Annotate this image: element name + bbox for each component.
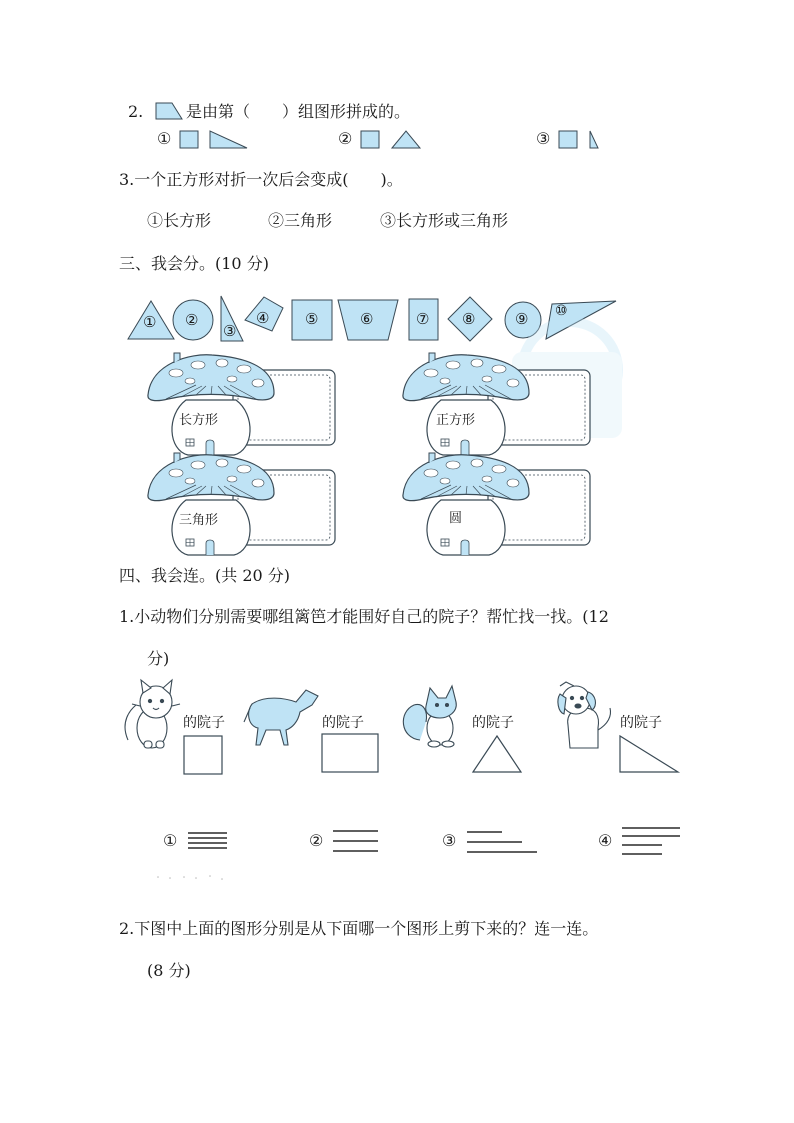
shape-label-10: ⑩ [555, 303, 568, 319]
q3-option-2: ②三角形 [268, 211, 333, 230]
fox-yard-triangle [473, 736, 521, 772]
cat-yard-square [184, 736, 222, 774]
fence-option-1: ① [163, 831, 178, 850]
section4-title: 四、我会连。(共 20 分) [119, 566, 291, 585]
q2-question-text: 是由第（ ）组图形拼成的。 [186, 102, 411, 121]
section4-q1-line2: 分) [147, 649, 170, 668]
shape-label-4: ④ [256, 309, 270, 327]
q2-number: 2. [128, 102, 144, 121]
horse-icon [244, 690, 318, 745]
scan-marks [157, 875, 223, 880]
horse-yard-rectangle [322, 734, 378, 772]
q2-option-2: ② [338, 129, 353, 148]
dog-yard-label: 的院子 [620, 715, 662, 731]
shape-label-1: ① [143, 313, 157, 331]
fence-option-3: ③ [442, 831, 457, 850]
house-label-square: 正方形 [436, 413, 476, 428]
shape-label-2: ② [185, 311, 199, 329]
q2-option-1: ① [157, 129, 172, 148]
fence-option-3-lines [467, 832, 537, 852]
fence-option-2: ② [309, 831, 324, 850]
fox-yard-label: 的院子 [472, 715, 514, 731]
shape-label-5: ⑤ [305, 310, 319, 328]
house-label-triangle: 三角形 [179, 513, 219, 528]
shape-label-3: ③ [223, 322, 237, 340]
house-label-circle: 圆 [449, 511, 463, 526]
fence-option-4: ④ [598, 831, 613, 850]
q2-option-3: ③ [536, 129, 551, 148]
shape-label-7: ⑦ [416, 310, 430, 328]
cat-icon [125, 680, 180, 748]
dog-yard-right-triangle [620, 736, 678, 772]
house-label-rectangle: 长方形 [179, 413, 219, 428]
section4-q2-line1: 2.下图中上面的图形分别是从下面哪一个图形上剪下来的？连一连。 [119, 919, 599, 938]
fence-option-2-lines [333, 831, 378, 851]
dog-icon [558, 682, 611, 748]
q3-option-1: ①长方形 [147, 211, 212, 230]
q3-option-3: ③长方形或三角形 [380, 211, 509, 230]
cat-yard-label: 的院子 [183, 715, 225, 731]
fence-option-4-lines [622, 828, 680, 854]
shape-label-6: ⑥ [360, 310, 374, 328]
fence-option-1-lines [188, 833, 227, 848]
horse-yard-label: 的院子 [322, 715, 364, 731]
shape-label-8: ⑧ [462, 310, 476, 328]
fox-icon [403, 686, 456, 747]
section4-q2-line2: (8 分) [147, 961, 191, 980]
shape-label-9: ⑨ [515, 310, 529, 328]
section4-q1-line1: 1.小动物们分别需要哪组篱笆才能围好自己的院子？帮忙找一找。(12 [119, 607, 609, 626]
q3-question-text: 3.一个正方形对折一次后会变成( )。 [119, 170, 403, 189]
section3-title: 三、我会分。(10 分) [119, 254, 269, 273]
